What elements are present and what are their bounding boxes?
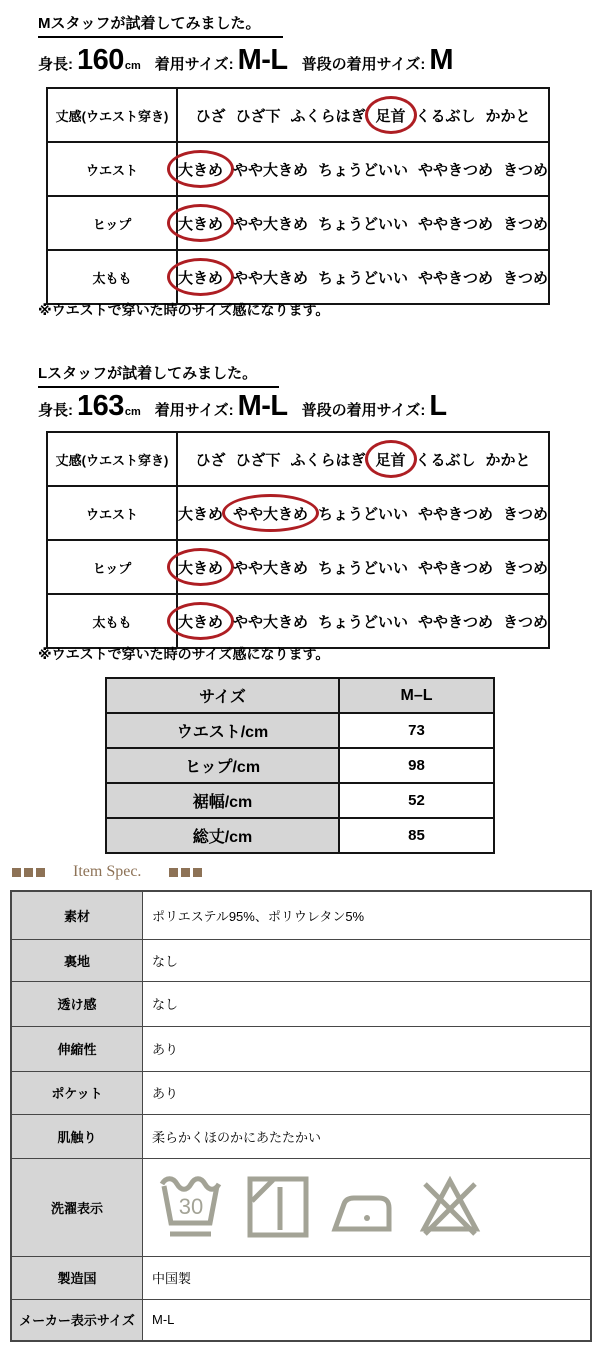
svg-text:30: 30: [178, 1194, 204, 1219]
fit-option: ちょうどいい: [318, 269, 409, 287]
fit-table-m: [46, 87, 550, 305]
table-row: [11, 1026, 591, 1071]
fit-option: ややきつめ: [418, 161, 494, 179]
fit-options: [179, 159, 547, 180]
table-row: [47, 540, 549, 594]
iron-low-heat-icon: [329, 1173, 397, 1241]
table-row: [11, 1158, 591, 1256]
spec-row-label: メーカー表示サイズ: [11, 1299, 143, 1341]
fit-section-m-heading: Mスタッフが試着してみました。: [38, 12, 283, 38]
spec-row-label: ポケット: [11, 1071, 143, 1114]
table-row: [11, 1256, 591, 1299]
height-label: 身長:: [38, 402, 73, 419]
fit-option: やや大きめ: [232, 215, 308, 233]
fit-option: 大きめ: [177, 505, 223, 523]
table-row: [11, 1299, 591, 1341]
spec-row-value: M-L: [143, 1299, 592, 1341]
usual-size-label: 普段の着用サイズ:: [301, 402, 426, 419]
height-unit: cm: [124, 406, 141, 418]
fit-option-selected: 大きめ: [178, 611, 223, 632]
fit-option: ちょうどいい: [318, 161, 409, 179]
fit-table-l: [46, 431, 550, 649]
table-row: [47, 142, 549, 196]
dry-in-shade-icon: [244, 1173, 312, 1241]
size-row-value: 85: [339, 818, 494, 853]
fit-option: やや大きめ: [232, 269, 308, 287]
table-row: [47, 594, 549, 648]
spec-row-value: あり: [143, 1071, 592, 1114]
usual-size-stat: [302, 390, 447, 423]
table-row: [106, 783, 494, 818]
size-table: [105, 677, 495, 854]
fit-options: [179, 611, 547, 632]
fit-option: きつめ: [503, 161, 549, 179]
usual-size-stat: [302, 44, 453, 77]
fit-option: かかと: [485, 107, 531, 125]
fit-row-label: 丈感(ウエスト穿き): [47, 88, 177, 142]
fit-option: ひざ下: [235, 107, 281, 125]
fit-option: くるぶし: [415, 451, 476, 469]
table-row: [47, 486, 549, 540]
do-not-bleach-icon: [414, 1171, 486, 1243]
fit-option: ちょうどいい: [318, 215, 409, 233]
fit-option: きつめ: [503, 613, 549, 631]
square-bullets-icon: [169, 868, 202, 877]
fit-options: [179, 213, 547, 234]
fit-option: ややきつめ: [418, 505, 494, 523]
fit-option: ちょうどいい: [318, 613, 409, 631]
fit-note: ※ウエストで穿いた時のサイズ感になります。: [38, 302, 330, 318]
table-row: [47, 88, 549, 142]
fit-option-selected: 大きめ: [178, 557, 223, 578]
fit-options: [179, 449, 547, 470]
item-spec-heading: [12, 863, 202, 881]
spec-row-label: 洗濯表示: [11, 1158, 143, 1256]
fit-row-label: ウエスト: [47, 486, 177, 540]
item-spec-title: Item Spec.: [73, 863, 142, 880]
size-row-label: 裾幅/cm: [106, 783, 339, 818]
usual-size-label: 普段の着用サイズ:: [301, 56, 426, 73]
table-row: [106, 678, 494, 713]
fit-option: ややきつめ: [418, 269, 494, 287]
fit-option: きつめ: [503, 559, 549, 577]
size-row-value: 73: [339, 713, 494, 748]
table-row: [106, 748, 494, 783]
fit-row-label: 太もも: [47, 250, 177, 304]
size-header-value: M–L: [339, 678, 494, 713]
size-row-value: 52: [339, 783, 494, 818]
usual-size-value: L: [429, 390, 447, 422]
fit-option: ひざ: [195, 451, 226, 469]
table-row: [11, 939, 591, 981]
square-bullets-icon: [12, 868, 45, 877]
fit-note: ※ウエストで穿いた時のサイズ感になります。: [38, 646, 330, 662]
fit-row-label: ウエスト: [47, 142, 177, 196]
fit-option: ややきつめ: [418, 559, 494, 577]
fit-row-label: 丈感(ウエスト穿き): [47, 432, 177, 486]
fit-option-selected: 大きめ: [178, 159, 223, 180]
fit-option: やや大きめ: [232, 559, 308, 577]
fit-option-selected: 足首: [376, 105, 406, 126]
height-label: 身長:: [38, 56, 73, 73]
height-value: 163: [77, 390, 124, 422]
fit-option: きつめ: [503, 269, 549, 287]
fit-option: かかと: [485, 451, 531, 469]
table-row: [11, 891, 591, 939]
spec-row-label: 素材: [11, 891, 143, 939]
height-unit: cm: [124, 60, 141, 72]
spec-row-label: 伸縮性: [11, 1026, 143, 1071]
fit-options: [179, 503, 547, 524]
size-header-label: サイズ: [106, 678, 339, 713]
spec-row-value: 柔らかくほのかにあたたかい: [143, 1114, 592, 1158]
size-row-label: ヒップ/cm: [106, 748, 339, 783]
fit-option: やや大きめ: [232, 161, 308, 179]
fit-options: [179, 557, 547, 578]
spec-row-value: 中国製: [143, 1256, 592, 1299]
table-row: [47, 432, 549, 486]
fit-options: [179, 267, 547, 288]
size-row-label: ウエスト/cm: [106, 713, 339, 748]
fit-option: ふくらはぎ: [290, 107, 366, 125]
fit-option: ちょうどいい: [318, 559, 409, 577]
fit-section-m-stats: [38, 44, 467, 77]
worn-size-label: 着用サイズ:: [154, 56, 234, 73]
spec-row-label: 肌触り: [11, 1114, 143, 1158]
fit-row-label: 太もも: [47, 594, 177, 648]
wash-30-gentle-icon: [155, 1169, 227, 1245]
spec-row-label: 製造国: [11, 1256, 143, 1299]
fit-option-selected: 大きめ: [178, 213, 223, 234]
fit-row-label: ヒップ: [47, 540, 177, 594]
spec-row-label: 透け感: [11, 981, 143, 1026]
height-stat: [38, 44, 141, 77]
fit-section-l-stats: [38, 390, 461, 423]
fit-option-selected: 大きめ: [178, 267, 223, 288]
height-stat: [38, 390, 141, 423]
fit-options: [179, 105, 547, 126]
worn-size-value: M-L: [237, 390, 288, 422]
spec-row-value: なし: [143, 981, 592, 1026]
spec-row-value: あり: [143, 1026, 592, 1071]
worn-size-value: M-L: [237, 44, 288, 76]
fit-option: きつめ: [503, 505, 549, 523]
fit-option-selected: やや大きめ: [233, 503, 308, 524]
table-row: [11, 1114, 591, 1158]
size-row-value: 98: [339, 748, 494, 783]
height-value: 160: [77, 44, 124, 76]
care-symbols: [152, 1165, 589, 1249]
fit-option: ふくらはぎ: [290, 451, 366, 469]
spec-row-value: ポリエステル95%、ポリウレタン5%: [143, 891, 592, 939]
fit-option: ちょうどいい: [318, 505, 409, 523]
spec-row-value: なし: [143, 939, 592, 981]
table-row: [47, 250, 549, 304]
fit-option: ややきつめ: [418, 215, 494, 233]
table-row: [106, 713, 494, 748]
fit-option: くるぶし: [415, 107, 476, 125]
fit-option: きつめ: [503, 215, 549, 233]
table-row: [11, 1071, 591, 1114]
fit-section-l-heading: Lスタッフが試着してみました。: [38, 362, 279, 388]
worn-size-stat: [155, 390, 288, 423]
worn-size-label: 着用サイズ:: [154, 402, 234, 419]
usual-size-value: M: [429, 44, 454, 76]
fit-option: ひざ下: [235, 451, 281, 469]
fit-option: ひざ: [195, 107, 226, 125]
table-row: [47, 196, 549, 250]
table-row: [11, 981, 591, 1026]
fit-option-selected: 足首: [376, 449, 406, 470]
fit-option: ややきつめ: [418, 613, 494, 631]
size-row-label: 総丈/cm: [106, 818, 339, 853]
fit-row-label: ヒップ: [47, 196, 177, 250]
fit-option: やや大きめ: [232, 613, 308, 631]
table-row: [106, 818, 494, 853]
worn-size-stat: [155, 44, 288, 77]
spec-row-label: 裏地: [11, 939, 143, 981]
item-spec-table: [10, 890, 592, 1342]
